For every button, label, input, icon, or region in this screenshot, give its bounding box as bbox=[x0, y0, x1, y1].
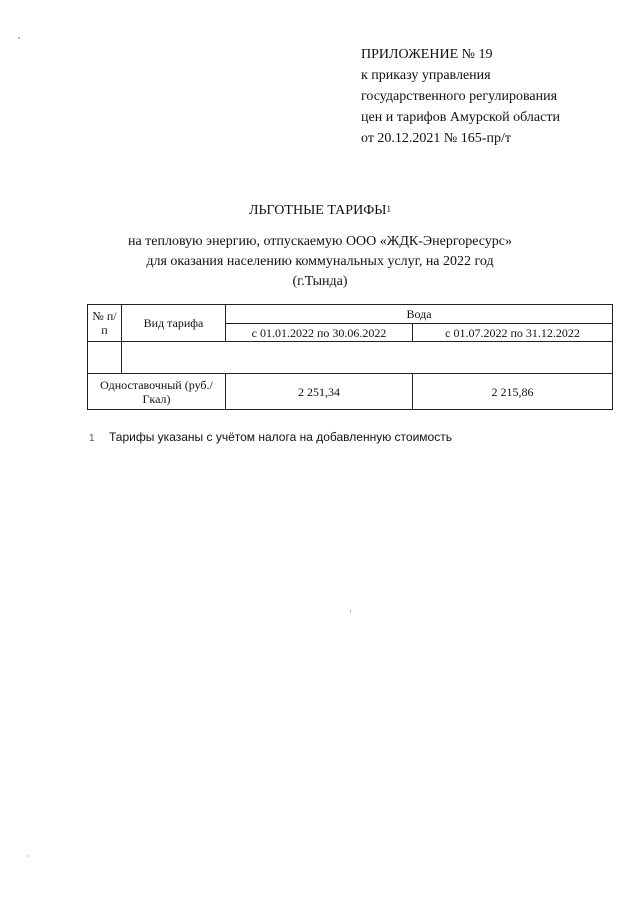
subtitle-line: для оказания населению коммунальных услуг, на 2022 год bbox=[146, 254, 494, 269]
appendix-line: к приказу управления bbox=[361, 68, 491, 83]
footnote-text: Тарифы указаны с учётом налога на добавленную стоимость bbox=[109, 430, 452, 444]
header-tariff-type: Вид тарифа bbox=[122, 305, 226, 342]
header-period-2: с 01.07.2022 по 31.12.2022 bbox=[413, 324, 613, 342]
header-period-1: с 01.01.2022 по 30.06.2022 bbox=[226, 324, 413, 342]
appendix-line: цен и тарифов Амурской области bbox=[361, 110, 560, 125]
document-subtitle bbox=[0, 232, 640, 292]
row-label bbox=[88, 374, 226, 410]
header-number-text: № п/п bbox=[92, 309, 117, 337]
empty-cell bbox=[88, 342, 122, 374]
footnote bbox=[89, 430, 452, 446]
appendix-line: государственного регулирования bbox=[361, 89, 558, 104]
row-value-period-2: 2 215,86 bbox=[413, 374, 613, 410]
row-value-period-1: 2 251,34 bbox=[226, 374, 413, 410]
scan-speck bbox=[350, 610, 351, 613]
header-number bbox=[88, 305, 122, 342]
scan-speck bbox=[18, 37, 20, 39]
footnote-mark: 1 bbox=[89, 433, 95, 444]
empty-cell bbox=[122, 342, 613, 374]
subtitle-line: на тепловую энергию, отпускаемую ООО «ЖДК-Энергоресурс» bbox=[127, 234, 513, 249]
scan-speck bbox=[28, 855, 29, 857]
title-text: ЛЬГОТНЫЕ ТАРИФЫ bbox=[249, 203, 387, 218]
subtitle-location: (г.Тында) bbox=[292, 274, 348, 289]
header-group-water: Вода bbox=[226, 305, 613, 324]
appendix-block bbox=[361, 44, 621, 149]
title-footnote-mark: 1 bbox=[386, 204, 391, 214]
document-title bbox=[0, 201, 640, 221]
table-row bbox=[88, 374, 613, 410]
appendix-number: ПРИЛОЖЕНИЕ № 19 bbox=[361, 47, 493, 62]
appendix-order-date: от 20.12.2021 № 165-пр/т bbox=[361, 131, 511, 146]
tariff-table bbox=[87, 304, 613, 410]
row-label-text: Одноставочный (руб./Гкал) bbox=[100, 377, 213, 406]
